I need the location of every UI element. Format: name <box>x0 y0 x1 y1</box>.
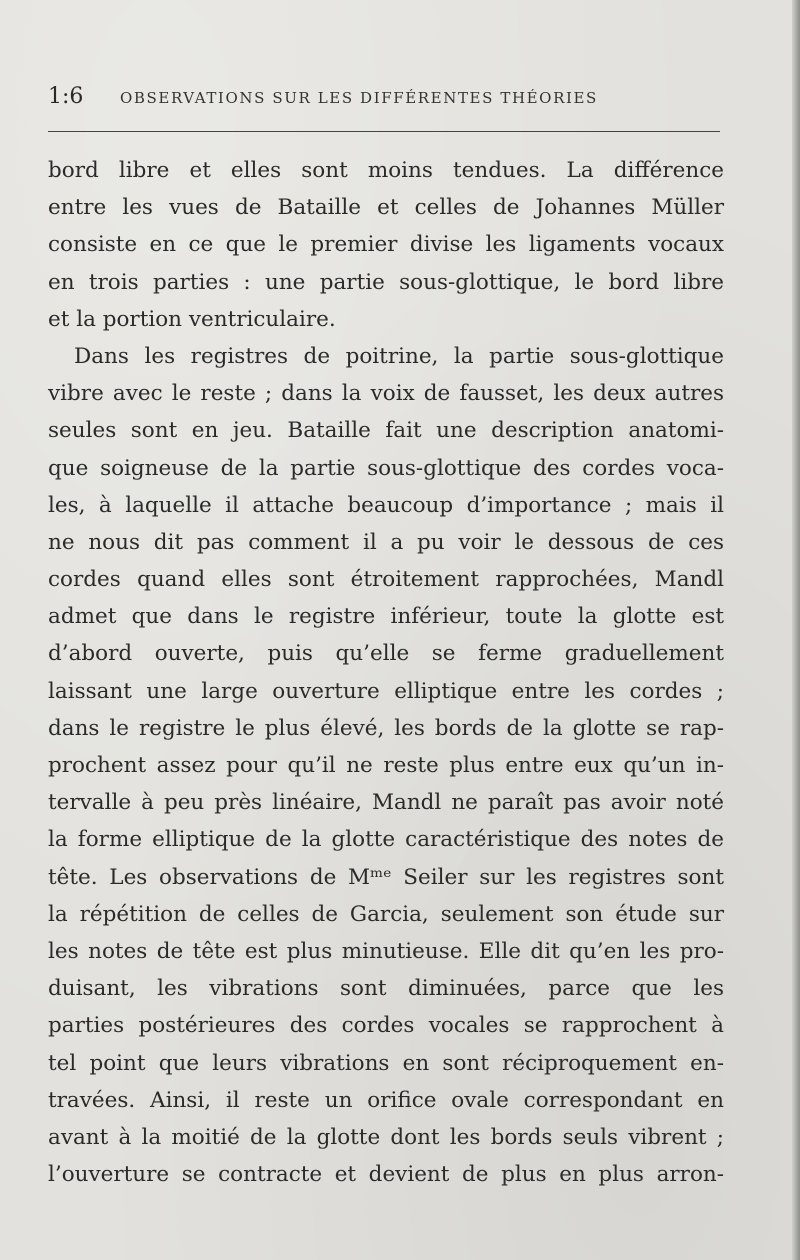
text-line: en trois parties : une partie sous-glottique, le bord libre <box>48 269 724 295</box>
running-head: OBSERVATIONS SUR LES DIFFÉRENTES THÉORIES <box>120 89 598 107</box>
text-line: Dans les registres de poitrine, la partie sous-glottique <box>74 343 724 369</box>
text-line: avant à la moitié de la glotte dont les bords seuls vibrent ; <box>48 1124 724 1150</box>
text-line: l’ouverture se contracte et devient de plus en plus arron- <box>48 1162 724 1188</box>
text-line: tête. Les observations de Mᵐᵉ Seiler sur les registres sont <box>48 864 724 890</box>
text-line: dans le registre le plus élevé, les bords de la glotte se rap- <box>48 715 724 741</box>
text-line: travées. Ainsi, il reste un orifice ovale correspondant en <box>48 1087 724 1113</box>
text-line: duisant, les vibrations sont diminuées, parce que les <box>48 976 724 1002</box>
page-header <box>48 82 728 112</box>
text-line: ne nous dit pas comment il a pu voir le dessous de ces <box>48 529 724 555</box>
text-line: la forme elliptique de la glotte caractéristique des notes de <box>48 827 724 853</box>
text-line: cordes quand elles sont étroitement rapprochées, Mandl <box>48 567 724 593</box>
text-line: tervalle à peu près linéaire, Mandl ne paraît pas avoir noté <box>48 790 724 816</box>
text-line: entre les vues de Bataille et celles de Johannes Müller <box>48 195 724 221</box>
body-text <box>48 152 724 1193</box>
text-line: admet que dans le registre inférieur, toute la glotte est <box>48 604 724 630</box>
text-line: et la portion ventriculaire. <box>48 306 336 332</box>
text-line: laissant une large ouverture elliptique entre les cordes ; <box>48 678 724 704</box>
text-line: que soigneuse de la partie sous-glottique des cordes voca- <box>48 455 724 481</box>
text-line: bord libre et elles sont moins tendues. La différence <box>48 158 724 183</box>
text-line: les, à laquelle il attache beaucoup d’importance ; mais il <box>48 492 724 518</box>
text-line: seules sont en jeu. Bataille fait une description anatomi- <box>48 418 724 444</box>
text-line: la répétition de celles de Garcia, seulement son étude sur <box>48 901 724 927</box>
text-line: prochent assez pour qu’il ne reste plus entre eux qu’un in- <box>48 753 724 778</box>
text-line: consiste en ce que le premier divise les ligaments vocaux <box>48 232 724 258</box>
page-number: 1:6 <box>48 84 84 109</box>
text-line: tel point que leurs vibrations en sont réciproquement en- <box>48 1050 724 1076</box>
page-edge-shadow <box>792 0 800 1260</box>
header-rule <box>48 131 720 132</box>
text-line: parties postérieures des cordes vocales se rapprochent à <box>48 1013 724 1039</box>
text-line: d’abord ouverte, puis qu’elle se ferme graduellement <box>48 641 724 667</box>
text-line: les notes de tête est plus minutieuse. Elle dit qu’en les pro- <box>48 938 724 964</box>
text-line: vibre avec le reste ; dans la voix de fausset, les deux autres <box>48 381 724 407</box>
